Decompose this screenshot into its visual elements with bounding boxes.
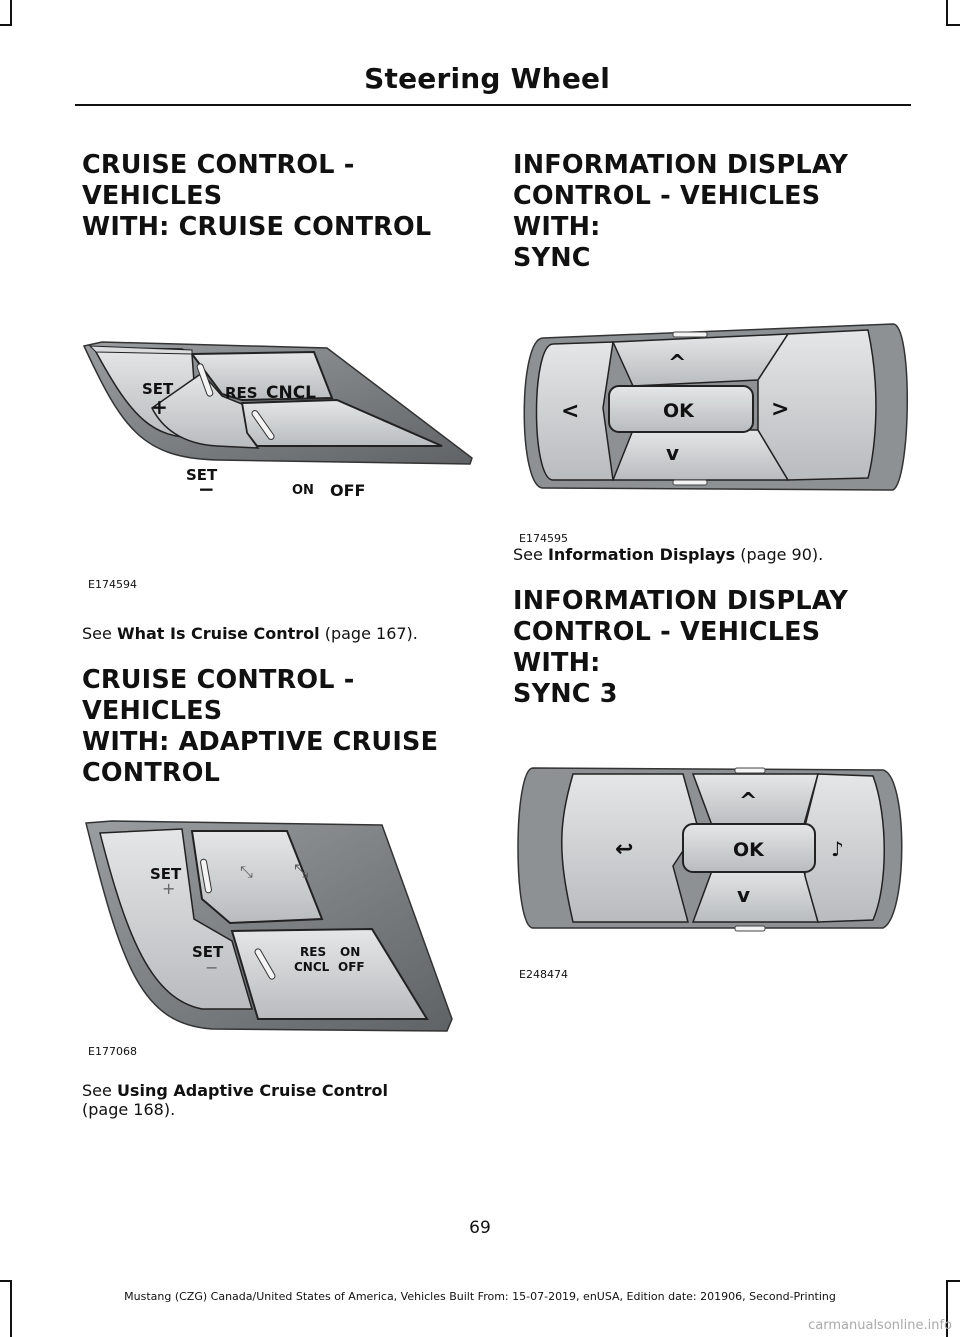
section-heading-info-display-sync3 xyxy=(513,586,913,710)
crop-mark xyxy=(946,0,948,26)
minus-icon: − xyxy=(198,477,215,501)
back-icon: ↩ xyxy=(615,837,634,862)
reference-link[interactable]: Information Displays xyxy=(547,545,736,564)
crop-mark xyxy=(946,24,960,26)
sync-switch-illustration xyxy=(513,320,913,510)
cncl-label: CNCL xyxy=(266,383,317,403)
ok-label: OK xyxy=(733,839,764,861)
figure-sync-switch xyxy=(513,320,913,590)
minus-icon: − xyxy=(205,958,219,977)
figure-adaptive-cruise-switch xyxy=(82,819,482,1089)
set-minus-label: SET xyxy=(192,943,224,961)
page-footer: Mustang (CZG) Canada/United States of America, Vehicles Built From: 15-07-2019, enUSA, Edition date: 201906, Second-Printing xyxy=(124,1290,836,1303)
chevron-left-icon: < xyxy=(561,399,580,424)
crop-mark xyxy=(10,0,12,26)
left-column xyxy=(82,150,482,1119)
set-minus-label: SET xyxy=(186,466,218,484)
set-plus-label: SET xyxy=(150,865,182,883)
see-reference: See Information Displays (page 90). xyxy=(513,545,824,564)
figure-sync3-switch xyxy=(513,756,913,1016)
heading-line: CONTROL - VEHICLES WITH: xyxy=(513,617,821,678)
heading-line: INFORMATION DISPLAY xyxy=(513,586,848,616)
heading-line: SYNC 3 xyxy=(513,679,618,709)
cncl-label: CNCL xyxy=(294,960,330,974)
chevron-down-icon: v xyxy=(666,441,680,465)
header-rule xyxy=(75,104,911,106)
heading-line: CRUISE CONTROL - VEHICLES xyxy=(82,665,355,726)
heading-line: CONTROL xyxy=(82,758,221,788)
section-heading-cruise-control xyxy=(82,150,482,243)
plus-icon: + xyxy=(162,879,176,898)
crop-mark xyxy=(0,24,12,26)
cruise-control-switch-illustration xyxy=(82,248,482,501)
see-reference: See What Is Cruise Control (page 167). xyxy=(82,624,418,643)
reference-link[interactable]: Using Adaptive Cruise Control xyxy=(116,1081,389,1100)
watermark: carmanualsonline.info xyxy=(808,1318,952,1333)
section-heading-adaptive-cruise xyxy=(82,665,482,789)
chevron-up-icon: ^ xyxy=(668,351,687,376)
crop-mark xyxy=(0,1280,12,1282)
ok-label: OK xyxy=(663,400,694,422)
crop-mark xyxy=(10,1280,12,1337)
gap-decrease-icon: ⤡ xyxy=(240,862,253,881)
voice-command-icon: ♪ xyxy=(831,837,844,861)
chevron-right-icon: > xyxy=(771,397,790,422)
heading-line: CRUISE CONTROL - VEHICLES xyxy=(82,150,355,211)
figure-id: E174594 xyxy=(88,578,137,591)
page-header-title: Steering Wheel xyxy=(364,62,610,95)
reference-link[interactable]: What Is Cruise Control xyxy=(116,624,320,643)
figure-id: E248474 xyxy=(519,968,568,981)
figure-id: E174595 xyxy=(519,532,568,545)
chevron-down-icon: v xyxy=(737,883,751,907)
section-heading-info-display-sync xyxy=(513,150,913,274)
figure-id: E177068 xyxy=(88,1045,137,1058)
heading-line: CONTROL - VEHICLES WITH: xyxy=(513,181,821,242)
heading-line: INFORMATION DISPLAY xyxy=(513,150,848,180)
see-reference: See Using Adaptive Cruise Control (page 168). xyxy=(82,1081,389,1119)
heading-line: SYNC xyxy=(513,243,591,273)
plus-icon: + xyxy=(151,395,168,419)
on-label: ON xyxy=(340,945,361,959)
set-plus-label: SET xyxy=(142,380,174,398)
gap-increase-icon: ⤡ xyxy=(294,861,309,882)
on-label: ON xyxy=(292,483,314,498)
chevron-up-icon: ^ xyxy=(739,789,758,814)
figure-cruise-control-switch xyxy=(82,248,482,591)
page-number: 69 xyxy=(469,1218,491,1238)
crop-mark xyxy=(946,1280,960,1282)
adaptive-cruise-switch-illustration xyxy=(82,819,482,1049)
off-label: OFF xyxy=(338,960,365,974)
sync3-switch-illustration xyxy=(513,756,913,946)
heading-line: WITH: CRUISE CONTROL xyxy=(82,212,432,242)
res-label: RES xyxy=(225,384,258,402)
heading-line: WITH: ADAPTIVE CRUISE xyxy=(82,727,439,757)
off-label: OFF xyxy=(330,481,366,500)
right-column xyxy=(513,150,913,1016)
res-label: RES xyxy=(300,945,327,959)
